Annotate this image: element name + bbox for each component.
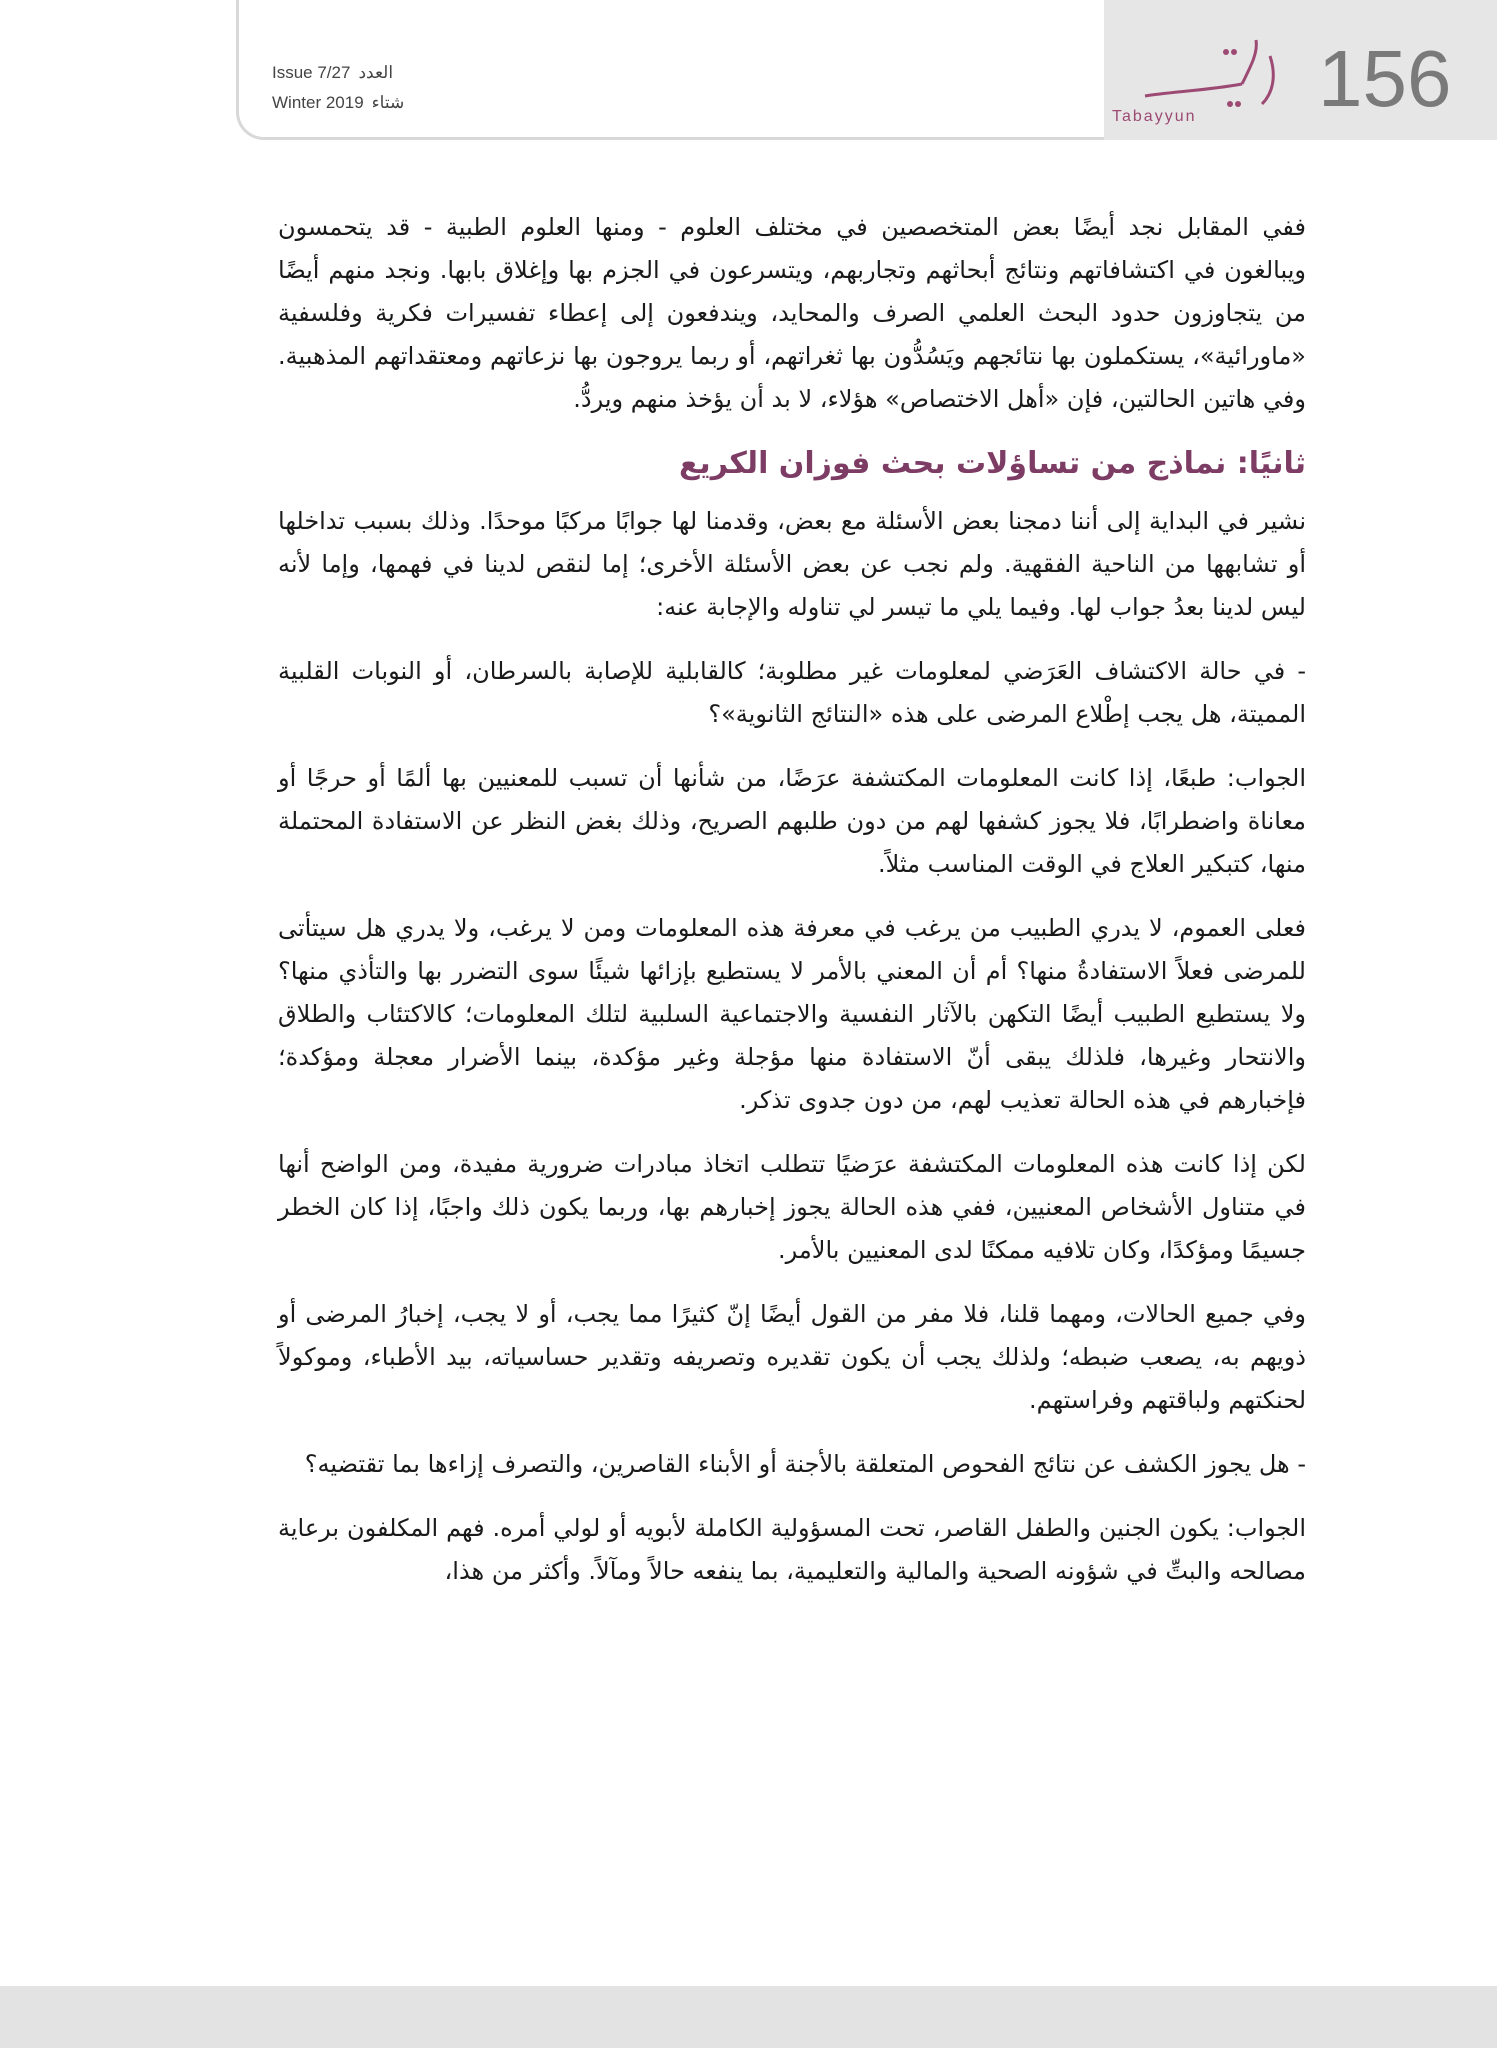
issue-label: العدد: [358, 63, 394, 82]
tabayyun-logo-mark: [1130, 34, 1290, 114]
body-paragraph: وفي جميع الحالات، ومهما قلنا، فلا مفر من القول أيضًا إنّ كثيرًا مما يجب، أو لا يجب، إخبارُ المرضى أو ذويهم به، يصعب ضبطه؛ ولذلك يجب أن يكون تقديره وتصريفه وتقدير حساسياته، بيد الأطباء، وموكولاً لحنكتهم ولباقتهم وفراستهم.: [278, 1300, 1306, 1414]
logo-latin-text: Tabayyun: [1112, 108, 1197, 125]
article-body: [278, 206, 1306, 1614]
answer-paragraph: الجواب: يكون الجنين والطفل القاصر، تحت المسؤولية الكاملة لأبويه أو لولي أمره. فهم المكلفون برعاية مصالحه والبتِّ في شؤونه الصحية والمالية والتعليمية، بما ينفعه حالاً ومآلاً. وأكثر من هذا،: [278, 1514, 1306, 1585]
issue-info: [272, 58, 452, 118]
question-paragraph: - هل يجوز الكشف عن نتائج الفحوص المتعلقة بالأجنة أو الأبناء القاصرين، والتصرف إزاءها بما تقتضيه؟: [304, 1450, 1306, 1478]
body-paragraph: لكن إذا كانت هذه المعلومات المكتشفة عرَضيًا تتطلب اتخاذ مبادرات ضرورية مفيدة، ومن الواضح أنها في متناول الأشخاص المعنيين، ففي هذه الحالة يجوز إخبارهم بها، وربما يكون ذلك واجبًا، إذا كان الخطر جسيمًا ومؤكدًا، وكان تلافيه ممكنًا لدى المعنيين بالأمر.: [278, 1150, 1306, 1264]
issue-value: Issue 7/27: [272, 63, 351, 82]
body-paragraph: نشير في البداية إلى أننا دمجنا بعض الأسئلة مع بعض، وقدمنا لها جوابًا مركبًا موحدًا. وذلك بسبب تداخلها أو تشابهها من الناحية الفقهية. ولم نجب عن بعض الأسئلة الأخرى؛ إما لنقص لدينا في فهمها، وإما لأنه ليس لدينا بعدُ جواب لها. وفيما يلي ما تيسر لي تناوله والإجابة عنه:: [278, 507, 1306, 621]
intro-paragraph: ففي المقابل نجد أيضًا بعض المتخصصين في مختلف العلوم - ومنها العلوم الطبية - قد يتحمسون ويبالغون في اكتشافاتهم ونتائج أبحاثهم وتجاربهم، ويتسرعون في الجزم بها وإغلاق بابها. ونجد منهم أيضًا من يتجاوزون حدود البحث العلمي الصرف والمحايد، ويندفعون إلى إعطاء تفسيرات فكرية وفلسفية «ماورائية»، يستكملون بها نتائجهم ويَسُدُّون بها ثغراتهم، أو ربما يروجون بها نزعاتهم ومعتقداتهم المذهبية. وفي هاتين الحالتين، فإن «أهل الاختصاص» هؤلاء، لا بد أن يؤخذ منهم ويردُّ.: [278, 213, 1306, 413]
answer-paragraph: الجواب: طبعًا، إذا كانت المعلومات المكتشفة عرَضًا، من شأنها أن تسبب للمعنيين بها ألمًا أو حرجًا أو معاناة واضطرابًا، فلا يجوز كشفها لهم من دون طلبهم الصريح، وذلك بغض النظر عن الاستفادة المحتملة منها، كتبكير العلاج في الوقت المناسب مثلاً.: [278, 764, 1306, 878]
season-label: شتاء: [371, 93, 405, 112]
page-number: 156: [1318, 34, 1452, 123]
footer-band: [0, 1986, 1497, 2048]
body-paragraph: فعلى العموم، لا يدري الطبيب من يرغب في معرفة هذه المعلومات ومن لا يرغب، ولا يدري هل سيتأتى للمرضى فعلاً الاستفادةُ منها؟ أم أن المعني بالأمر لا يستطيع بإزائها شيئًا سوى التضرر بها والتأذي منها؟ ولا يستطيع الطبيب أيضًا التكهن بالآثار النفسية والاجتماعية السلبية لتلك المعلومات؛ كالاكتئاب والطلاق والانتحار وغيرها، فلذلك يبقى أنّ الاستفادة منها مؤجلة وغير مؤكدة، بينما الأضرار معجلة ومؤكدة؛ فإخبارهم في هذه الحالة تعذيب لهم، من دون جدوى تذكر.: [278, 914, 1306, 1114]
section-heading: ثانيًا: نماذج من تساؤلات بحث فوزان الكريع: [678, 446, 1306, 481]
question-paragraph: - في حالة الاكتشاف العَرَضي لمعلومات غير مطلوبة؛ كالقابلية للإصابة بالسرطان، أو النوبات القلبية المميتة، هل يجب إطْلاع المرضى على هذه «النتائج الثانوية»؟: [278, 657, 1306, 728]
season-value: Winter 2019: [272, 93, 364, 112]
